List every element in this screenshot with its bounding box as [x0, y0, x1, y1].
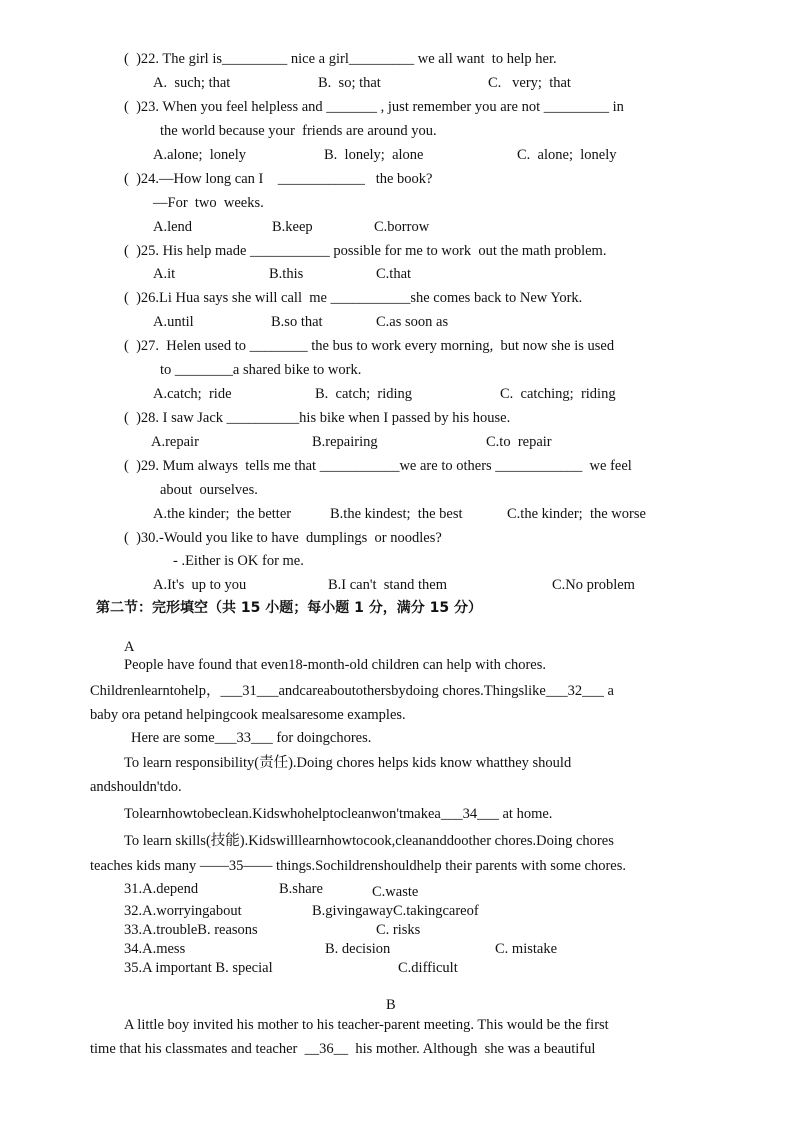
- q24-option-c: C.borrow: [374, 219, 430, 235]
- q29-option-a: A.the kinder; the better: [153, 506, 292, 522]
- passage-a-line: baby ora petand helpingcook mealsaresome examples.: [90, 707, 406, 723]
- q24-option-a: A.lend: [153, 219, 193, 235]
- q27-option-b: B. catch; riding: [315, 386, 413, 402]
- q29-stem: ( )29. Mum always tells me that ___________we are to others ____________ we feel: [124, 458, 632, 474]
- passage-b-line: time that his classmates and teacher __36__ his mother. Although she was a beautiful: [90, 1041, 596, 1057]
- q25-option-a: A.it: [153, 266, 176, 282]
- q34-option-c: C. mistake: [495, 941, 558, 957]
- q22-stem: ( )22. The girl is_________ nice a girl_________ we all want to help her.: [124, 51, 557, 67]
- q31-option-b: B.share: [279, 881, 323, 897]
- q24-option-b: B.keep: [272, 219, 313, 235]
- q23-stem-cont: the world because your friends are around you.: [160, 123, 437, 139]
- q26-option-a: A.until: [153, 314, 194, 330]
- q25-option-c: C.that: [376, 266, 412, 282]
- q26-option-b: B.so that: [271, 314, 323, 330]
- q34-option-a: 34.A.mess: [124, 941, 186, 957]
- q22-option-c: C. very; that: [488, 75, 571, 91]
- q26-stem: ( )26.Li Hua says she will call me ___________she comes back to New York.: [124, 290, 583, 306]
- passage-a-label: A: [124, 639, 135, 655]
- passage-a-line: Childrenlearntohelp，___31___andcareaboutothersbydoing chores.Thingslike___32___ a: [90, 683, 614, 699]
- q24-stem: ( )24.—How long can I ____________ the book?: [124, 171, 433, 187]
- passage-a-line: Here are some___33___ for doingchores.: [131, 730, 372, 746]
- q29-stem-cont: about ourselves.: [160, 482, 258, 498]
- passage-a-line: To learn responsibility(责任).Doing chores helps kids know whatthey should: [124, 755, 572, 771]
- q25-option-b: B.this: [269, 266, 304, 282]
- q30-stem: ( )30.-Would you like to have dumplings or noodles?: [124, 530, 442, 546]
- q33-option-ab: 33.A.troubleB. reasons: [124, 922, 258, 938]
- q31-option-c: C.waste: [372, 884, 419, 900]
- passage-a-line: Tolearnhowtobeclean.Kidswhohelptocleanwon'tmakea___34___ at home.: [124, 806, 553, 822]
- q24-stem-cont: —For two weeks.: [153, 195, 264, 211]
- q31-option-a: 31.A.depend: [124, 881, 199, 897]
- q22-option-a: A. such; that: [153, 75, 231, 91]
- passage-a-line: andshouldn'tdo.: [90, 779, 182, 795]
- q29-option-b: B.the kindest; the best: [330, 506, 463, 522]
- q23-option-b: B. lonely; alone: [324, 147, 424, 163]
- q32-option-a: 32.A.worryingabout: [124, 903, 242, 919]
- q23-option-a: A.alone; lonely: [153, 147, 247, 163]
- q23-option-c: C. alone; lonely: [517, 147, 617, 163]
- q30-option-a: A.It's up to you: [153, 577, 247, 593]
- q28-option-b: B.repairing: [312, 434, 378, 450]
- q32-option-bc: B.givingawayC.takingcareof: [312, 903, 479, 919]
- q27-option-c: C. catching; riding: [500, 386, 616, 402]
- section2-heading: 第二节：完形填空（共 15 小题；每小题 1 分，满分 15 分）: [96, 600, 482, 616]
- passage-a-line: teaches kids many ——35—— things.Sochildrenshouldhelp their parents with some chores.: [90, 858, 627, 874]
- q35-option-c: C.difficult: [398, 960, 458, 976]
- q35-option-ab: 35.A important B. special: [124, 960, 273, 976]
- passage-b-label: B: [386, 997, 396, 1013]
- passage-a-line: To learn skills(技能).Kidswilllearnhowtocook,cleananddoother chores.Doing chores: [124, 833, 614, 849]
- q23-stem: ( )23. When you feel helpless and _______ , just remember you are not _________ in: [124, 99, 624, 115]
- q27-stem: ( )27. Helen used to ________ the bus to work every morning, but now she is used: [124, 338, 615, 354]
- q33-option-c: C. risks: [376, 922, 421, 938]
- q30-stem-cont: - .Either is OK for me.: [173, 553, 304, 569]
- q29-option-c: C.the kinder; the worse: [507, 506, 646, 522]
- q30-option-b: B.I can't stand them: [328, 577, 447, 593]
- q22-option-b: B. so; that: [318, 75, 381, 91]
- q30-option-c: C.No problem: [552, 577, 635, 593]
- q26-option-c: C.as soon as: [376, 314, 449, 330]
- q34-option-b: B. decision: [325, 941, 391, 957]
- q27-option-a: A.catch; ride: [153, 386, 232, 402]
- q25-stem: ( )25. His help made ___________ possible for me to work out the math problem.: [124, 243, 607, 259]
- passage-a-line: People have found that even18-month-old children can help with chores.: [124, 657, 546, 673]
- q28-stem: ( )28. I saw Jack __________his bike when I passed by his house.: [124, 410, 511, 426]
- q27-stem-cont: to ________a shared bike to work.: [160, 362, 362, 378]
- q28-option-a: A.repair: [151, 434, 199, 450]
- passage-b-line: A little boy invited his mother to his teacher-parent meeting. This would be the first: [124, 1017, 609, 1033]
- q28-option-c: C.to repair: [486, 434, 552, 450]
